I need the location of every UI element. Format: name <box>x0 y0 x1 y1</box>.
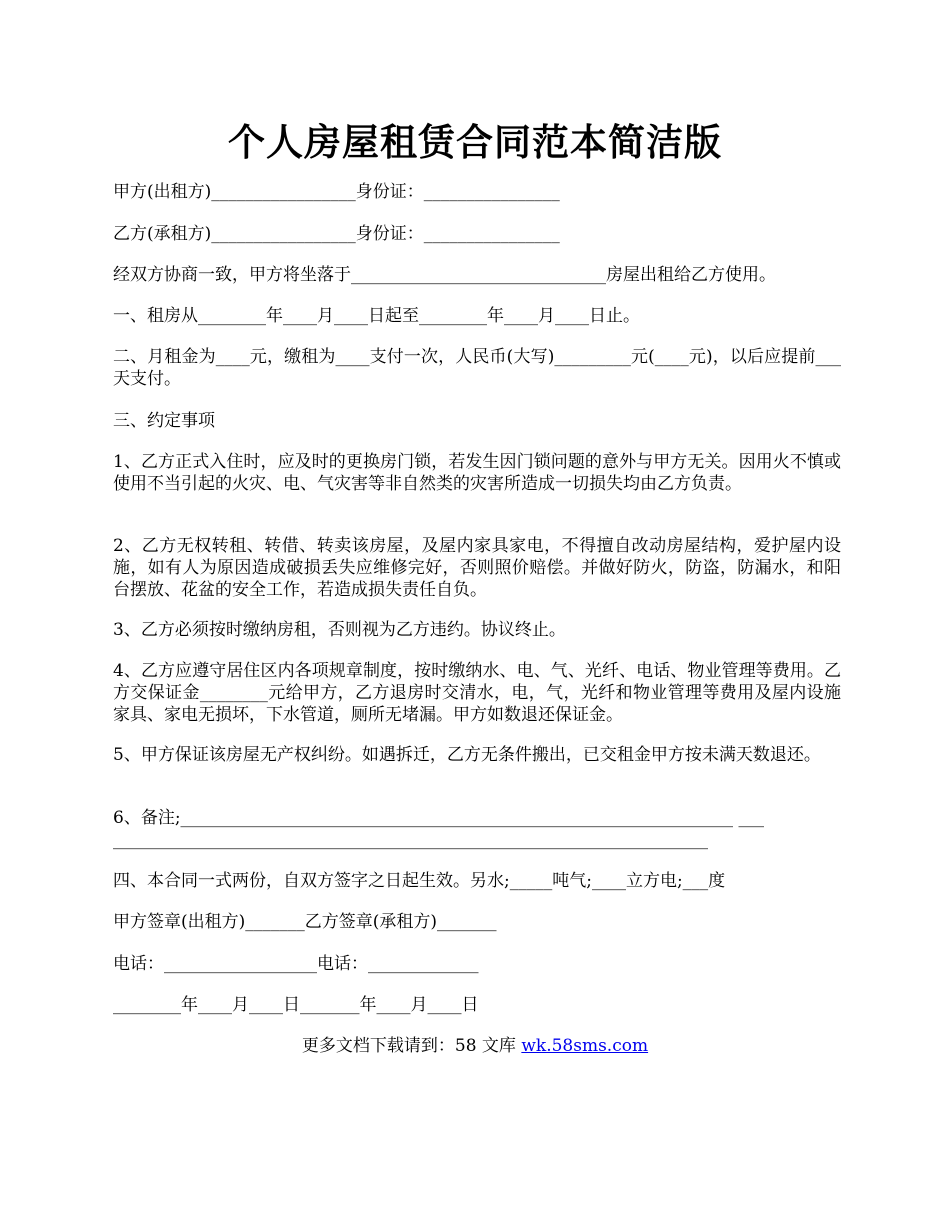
clause-4-effective: 四、本合同一式两份，自双方签字之日起生效。另水;_____吨气;____立方电;___度 <box>113 871 726 891</box>
clause-3-item-1: 1、乙方正式入住时，应及时的更换房门锁，若发生因门锁问题的意外与甲方无关。因用火不慎或使用不当引起的火灾、电、气灾害等非自然类的灾害所造成一切损失均由乙方负责。 <box>113 452 841 494</box>
document-title: 个人房屋租赁合同范本简洁版 <box>228 120 722 164</box>
party-b-line: 乙方(承租方)_________________身份证：________________ <box>113 224 560 244</box>
footer-link[interactable]: wk.58sms.com <box>521 1036 649 1056</box>
clause-3-item-5: 5、甲方保证该房屋无产权纠纷。如遇拆迁，乙方无条件搬出，已交租金甲方按未满天数退还。 <box>113 745 821 765</box>
footer-text: 更多文档下载请到：58 文库 <box>301 1036 522 1056</box>
intro-line: 经双方协商一致，甲方将坐落于______________________________房屋出租给乙方使用。 <box>113 265 776 285</box>
party-a-line: 甲方(出租方)_________________身份证：________________ <box>113 182 560 202</box>
clause-1-term: 一、租房从________年____月____日起至________年____月____日止。 <box>113 306 640 326</box>
date-line: ________年____月____日_______年____月____日 <box>113 995 479 1015</box>
clause-3-item-6-continuation: ______________________________________________________________________ <box>113 830 708 850</box>
clause-2-rent: 二、月租金为____元，缴租为____支付一次，人民币(大写)_________元(____元)，以后应提前___天支付。 <box>113 347 841 389</box>
clause-3-item-2: 2、乙方无权转租、转借、转卖该房屋，及屋内家具家电，不得擅自改动房屋结构，爱护屋内设施，如有人为原因造成破损丢失应维修完好，否则照价赔偿。并做好防火，防盗，防漏水，和阳台摆放、花盆的安全工作，若造成损失责任自负。 <box>113 536 841 600</box>
clause-3-item-6: 6、备注;_________________________________________________________________ ___ <box>113 808 764 828</box>
signature-line: 甲方签章(出租方)_______乙方签章(承租方)_______ <box>113 912 497 932</box>
clause-3-item-3: 3、乙方必须按时缴纳房租，否则视为乙方违约。协议终止。 <box>113 620 566 640</box>
footer <box>0 1034 950 1059</box>
clause-3-heading: 三、约定事项 <box>113 411 215 431</box>
phone-line: 电话：__________________电话：_____________ <box>113 954 479 974</box>
clause-3-item-4: 4、乙方应遵守居住区内各项规章制度，按时缴纳水、电、气、光纤、电话、物业管理等费用。乙方交保证金________元给甲方，乙方退房时交清水，电，气，光纤和物业管理等费用及屋内设施家具、家电无损坏，下水管道，厕所无堵漏。甲方如数退还保证金。 <box>113 661 841 725</box>
